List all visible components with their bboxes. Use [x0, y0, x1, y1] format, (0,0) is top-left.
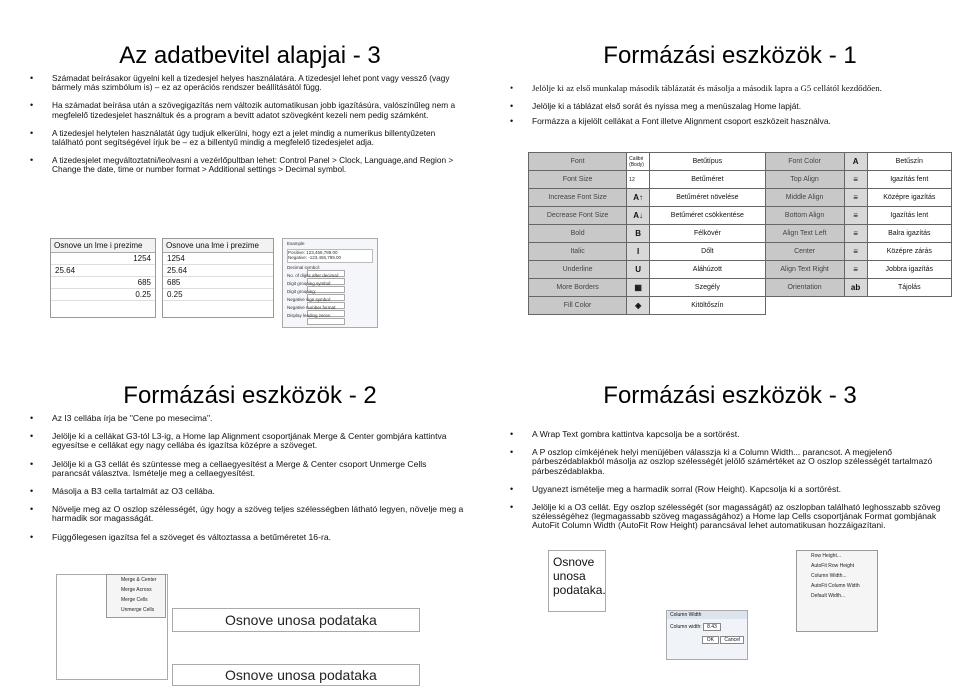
- table-cell: Middle Align: [765, 189, 844, 207]
- table-row: [529, 279, 952, 297]
- dialog-example-box: [287, 249, 373, 263]
- table-cell: Font Size: [529, 171, 627, 189]
- table-cell: [765, 297, 844, 315]
- slide-3-title: Formázási eszközök - 2: [123, 382, 377, 409]
- table-cell: Align Text Right: [765, 261, 844, 279]
- table-cell: 12: [627, 171, 650, 189]
- menu-item-merge-cells[interactable]: Merge Cells: [121, 597, 148, 603]
- table-cell: Középre igazítás: [867, 189, 951, 207]
- slide-1-bullets: [52, 74, 464, 184]
- table-cell: ab: [844, 279, 867, 297]
- menu-item-merge-across[interactable]: Merge Across: [121, 587, 152, 593]
- slide-4: [500, 360, 960, 690]
- menu-item-unmerge-cells[interactable]: Unmerge Cells: [121, 607, 155, 613]
- bullet: • A Wrap Text gombra kattintva kapcsolja be a sortörést.: [532, 430, 944, 439]
- bullet: • Ugyanezt ismételje meg a harmadik sorral (Row Height). Kapcsolja ki a sortörést.: [532, 485, 944, 494]
- column-width-dialog: [666, 610, 748, 660]
- dialog-row[interactable]: Negative sign symbol:: [287, 297, 373, 303]
- slide-2: [500, 20, 960, 350]
- table-cell: Kitöltőszín: [650, 297, 765, 315]
- dialog-row[interactable]: No. of digits after decimal:: [287, 273, 373, 279]
- table-cell: Középre zárás: [867, 243, 951, 261]
- dialog-row[interactable]: Digit grouping symbol:: [287, 281, 373, 287]
- table-cell: Bottom Align: [765, 207, 844, 225]
- merged-cell-text: Osnove unosa podataka: [225, 667, 377, 683]
- table-row: [529, 243, 952, 261]
- bullet: • Ha számadat beírása után a szövegigazítás nem változik automatikusan jobb igazításúra, valószínűleg nem a megfelelő tizedesjelet használtuk és a program a bevitt adatot szövegként kezeli nem pedig számként.: [52, 101, 464, 119]
- slide-2-title: Formázási eszközök - 1: [603, 42, 857, 69]
- bullet: • A tizedesjel helytelen használatát úgy tudjuk elkerülni, hogy ezt a jelet mindig a numerikus billentyűzeten található pont segítségével írjuk be – ez a billentyű mindig a megfelelő tizedesjelet adja.: [52, 129, 464, 147]
- formatting-tools-table: [528, 152, 952, 315]
- bullet: • A tizedesjelet megváltoztatni/leolvasni a vezérlőpultban lehet: Control Panel > Clock, Language,and Region > Change the date, time or number format > Additional settings > Decimal symbol.: [52, 156, 464, 174]
- table-cell: Betűméret növelése: [650, 189, 765, 207]
- table-cell: Font Color: [765, 153, 844, 171]
- grid-header: Osnove una lme i prezime: [163, 239, 273, 253]
- table-cell: Orientation: [765, 279, 844, 297]
- dialog-label: Column width:: [670, 624, 702, 630]
- dialog-negative: Negative: -123,456,789.00: [288, 255, 342, 260]
- table-cell: Tájolás: [867, 279, 951, 297]
- table-cell: U: [627, 261, 650, 279]
- dialog-title: Column Width: [667, 611, 747, 619]
- slide-4-bullets: [532, 430, 944, 540]
- table-cell: ▦: [627, 279, 650, 297]
- dialog-row[interactable]: Negative number format:: [287, 305, 373, 311]
- column-width-input[interactable]: 8.43: [703, 623, 721, 631]
- table-cell: I: [627, 243, 650, 261]
- table-row: [529, 189, 952, 207]
- grid-cell: 0.25: [163, 289, 273, 301]
- menu-item-autofit-column-width[interactable]: AutoFit Column Width: [811, 583, 860, 589]
- table-row: [529, 171, 952, 189]
- table-cell: Jobbra igazítás: [867, 261, 951, 279]
- table-cell: Betűméret csökkentése: [650, 207, 765, 225]
- bullet: • Függőlegesen igazítsa fel a szöveget és változtassa a betűméretet 16-ra.: [52, 533, 464, 542]
- table-cell: B: [627, 225, 650, 243]
- table-cell: Italic: [529, 243, 627, 261]
- slide-1: [20, 20, 480, 350]
- wrapped-cell: [548, 550, 606, 612]
- table-cell: A: [844, 153, 867, 171]
- ok-button[interactable]: OK: [702, 636, 719, 644]
- table-cell: Balra igazítás: [867, 225, 951, 243]
- table-cell: Fill Color: [529, 297, 627, 315]
- table-row: [529, 297, 952, 315]
- slide-3-bullets: [52, 414, 464, 551]
- bullet: • Számadat beírásakor ügyelni kell a tizedesjel helyes használatára. A tizedesjel lehet pont vagy vessző (vagy bármely más szimbólum is) – ez az operációs rendszer beállításától függ.: [52, 74, 464, 92]
- merge-center-menu: [106, 574, 166, 618]
- table-cell: Underline: [529, 261, 627, 279]
- slide-2-bullets: [532, 84, 944, 136]
- table-cell: Increase Font Size: [529, 189, 627, 207]
- table-cell: ≡: [844, 225, 867, 243]
- table-cell: A↓: [627, 207, 650, 225]
- table-cell: Igazítás fent: [867, 171, 951, 189]
- table-cell: A↑: [627, 189, 650, 207]
- table-cell: Bold: [529, 225, 627, 243]
- table-cell: [844, 297, 867, 315]
- slide-4-title: Formázási eszközök - 3: [603, 382, 857, 409]
- bullet: • Jelölje ki a O3 cellát. Egy oszlop szélességét (sor magasságát) az oszlopban található leghosszabb szöveg szélességéhez (legmagassabb szöveg magasságához) a Home lap Cells csoportjának Format gombjának AutoFit Column Width (AutoFit Row Height) parancsával lehet automatikusan hozzáigazítani.: [532, 503, 944, 531]
- dialog-positive: Positive: 123,456,789.00: [288, 250, 338, 255]
- bullet: • Jelölje ki a cellákat G3-tól L3-ig, a Home lap Alignment csoportjának Merge & Center gombjára kattintva egyesítse e cellákat egy nagy cellába és igazítsa középre a szöveget.: [52, 432, 464, 450]
- table-cell: ≡: [844, 171, 867, 189]
- table-cell: Font: [529, 153, 627, 171]
- table-cell: ≡: [844, 207, 867, 225]
- menu-item-column-width[interactable]: Column Width...: [811, 573, 847, 579]
- grid-header: Osnove un lme i prezime: [51, 239, 155, 253]
- table-cell: Dőlt: [650, 243, 765, 261]
- slide-3: [20, 360, 480, 690]
- table-row: [529, 153, 952, 171]
- table-cell: Félkövér: [650, 225, 765, 243]
- table-row: [529, 225, 952, 243]
- bullet: • Növelje meg az O oszlop szélességét, úgy hogy a szöveg teljes szélességben látható legyen, növelje meg a harmadik sor magasságát.: [52, 505, 464, 523]
- table-cell: [867, 297, 951, 315]
- table-cell: Betűtípus: [650, 153, 765, 171]
- menu-item-autofit-row-height[interactable]: AutoFit Row Height: [811, 563, 855, 569]
- menu-item-row-height[interactable]: Row Height...: [811, 553, 842, 559]
- table-cell: Center: [765, 243, 844, 261]
- table-cell: Align Text Left: [765, 225, 844, 243]
- bullet: • Az I3 cellába írja be "Cene po mesecima".: [52, 414, 464, 423]
- dialog-row[interactable]: Display leading zeros:: [287, 313, 373, 319]
- table-cell: Aláhúzott: [650, 261, 765, 279]
- table-row: [529, 261, 952, 279]
- grid-cell: 25.64: [51, 265, 155, 277]
- bullet: • Jelölje ki a táblázat első sorát és nyissa meg a menüszalag Home lapját.: [532, 102, 944, 111]
- bullet: • A P oszlop címkéjének helyi menüjében válasszja ki a Column Width... parancsot. A megjelenő párbeszédablakból másolja az oszlop szélességét jelölő számértéket az O oszlop szélességét tartalmazó párbeszédablakba.: [532, 448, 944, 476]
- table-cell: More Borders: [529, 279, 627, 297]
- grid-cell: 1254: [163, 253, 273, 265]
- format-menu: [796, 550, 878, 632]
- dialog-row[interactable]: Decimal symbol:: [287, 265, 373, 271]
- dialog-example-label: Example: [287, 241, 305, 246]
- table-cell: ◈: [627, 297, 650, 315]
- wrapped-cell-text: Osnove unosa podataka.: [553, 555, 606, 597]
- regional-settings-dialog: [282, 238, 378, 328]
- grid-cell: 25.64: [163, 265, 273, 277]
- grid-cell: 0.25: [51, 289, 155, 301]
- table-cell: ≡: [844, 243, 867, 261]
- spreadsheet-middle: [162, 238, 274, 318]
- dialog-row[interactable]: Digit grouping:: [287, 289, 373, 295]
- merged-cell-text: Osnove unosa podataka: [225, 612, 377, 628]
- table-cell: Decrease Font Size: [529, 207, 627, 225]
- cancel-button[interactable]: Cancel: [720, 636, 744, 644]
- table-cell: Igazítás lent: [867, 207, 951, 225]
- grid-cell: 685: [51, 277, 155, 289]
- table-cell: Calibri (Body): [627, 153, 650, 171]
- slide-1-title: Az adatbevitel alapjai - 3: [119, 42, 381, 69]
- table-cell: ≡: [844, 189, 867, 207]
- grid-cell: 685: [163, 277, 273, 289]
- bullet: • Formázza a kijelölt cellákat a Font illetve Alignment csoport eszközeit használva.: [532, 117, 944, 126]
- spreadsheet-left: [50, 238, 156, 318]
- merged-cell-1: [172, 608, 420, 632]
- menu-item-merge-center[interactable]: Merge & Center: [121, 577, 157, 583]
- bullet: • Jelölje ki a G3 cellát és szüntesse meg a cellaegyesítést a Merge & Center csoport Unmerge Cells parancsát választva. Ismételje meg a cellaegyesítést.: [52, 460, 464, 478]
- table-cell: Szegély: [650, 279, 765, 297]
- table-cell: Betűszín: [867, 153, 951, 171]
- menu-item-default-width[interactable]: Default Width...: [811, 593, 846, 599]
- table-cell: Top Align: [765, 171, 844, 189]
- bullet: • Jelölje ki az első munkalap második táblázatát és másolja a második lapra a G5 cellától kezdődően.: [532, 84, 944, 93]
- table-row: [529, 207, 952, 225]
- table-cell: Betűméret: [650, 171, 765, 189]
- bullet: • Másolja a B3 cella tartalmát az O3 cellába.: [52, 487, 464, 496]
- merged-cell-2: [172, 664, 420, 686]
- table-cell: ≡: [844, 261, 867, 279]
- grid-cell: 1254: [51, 253, 155, 265]
